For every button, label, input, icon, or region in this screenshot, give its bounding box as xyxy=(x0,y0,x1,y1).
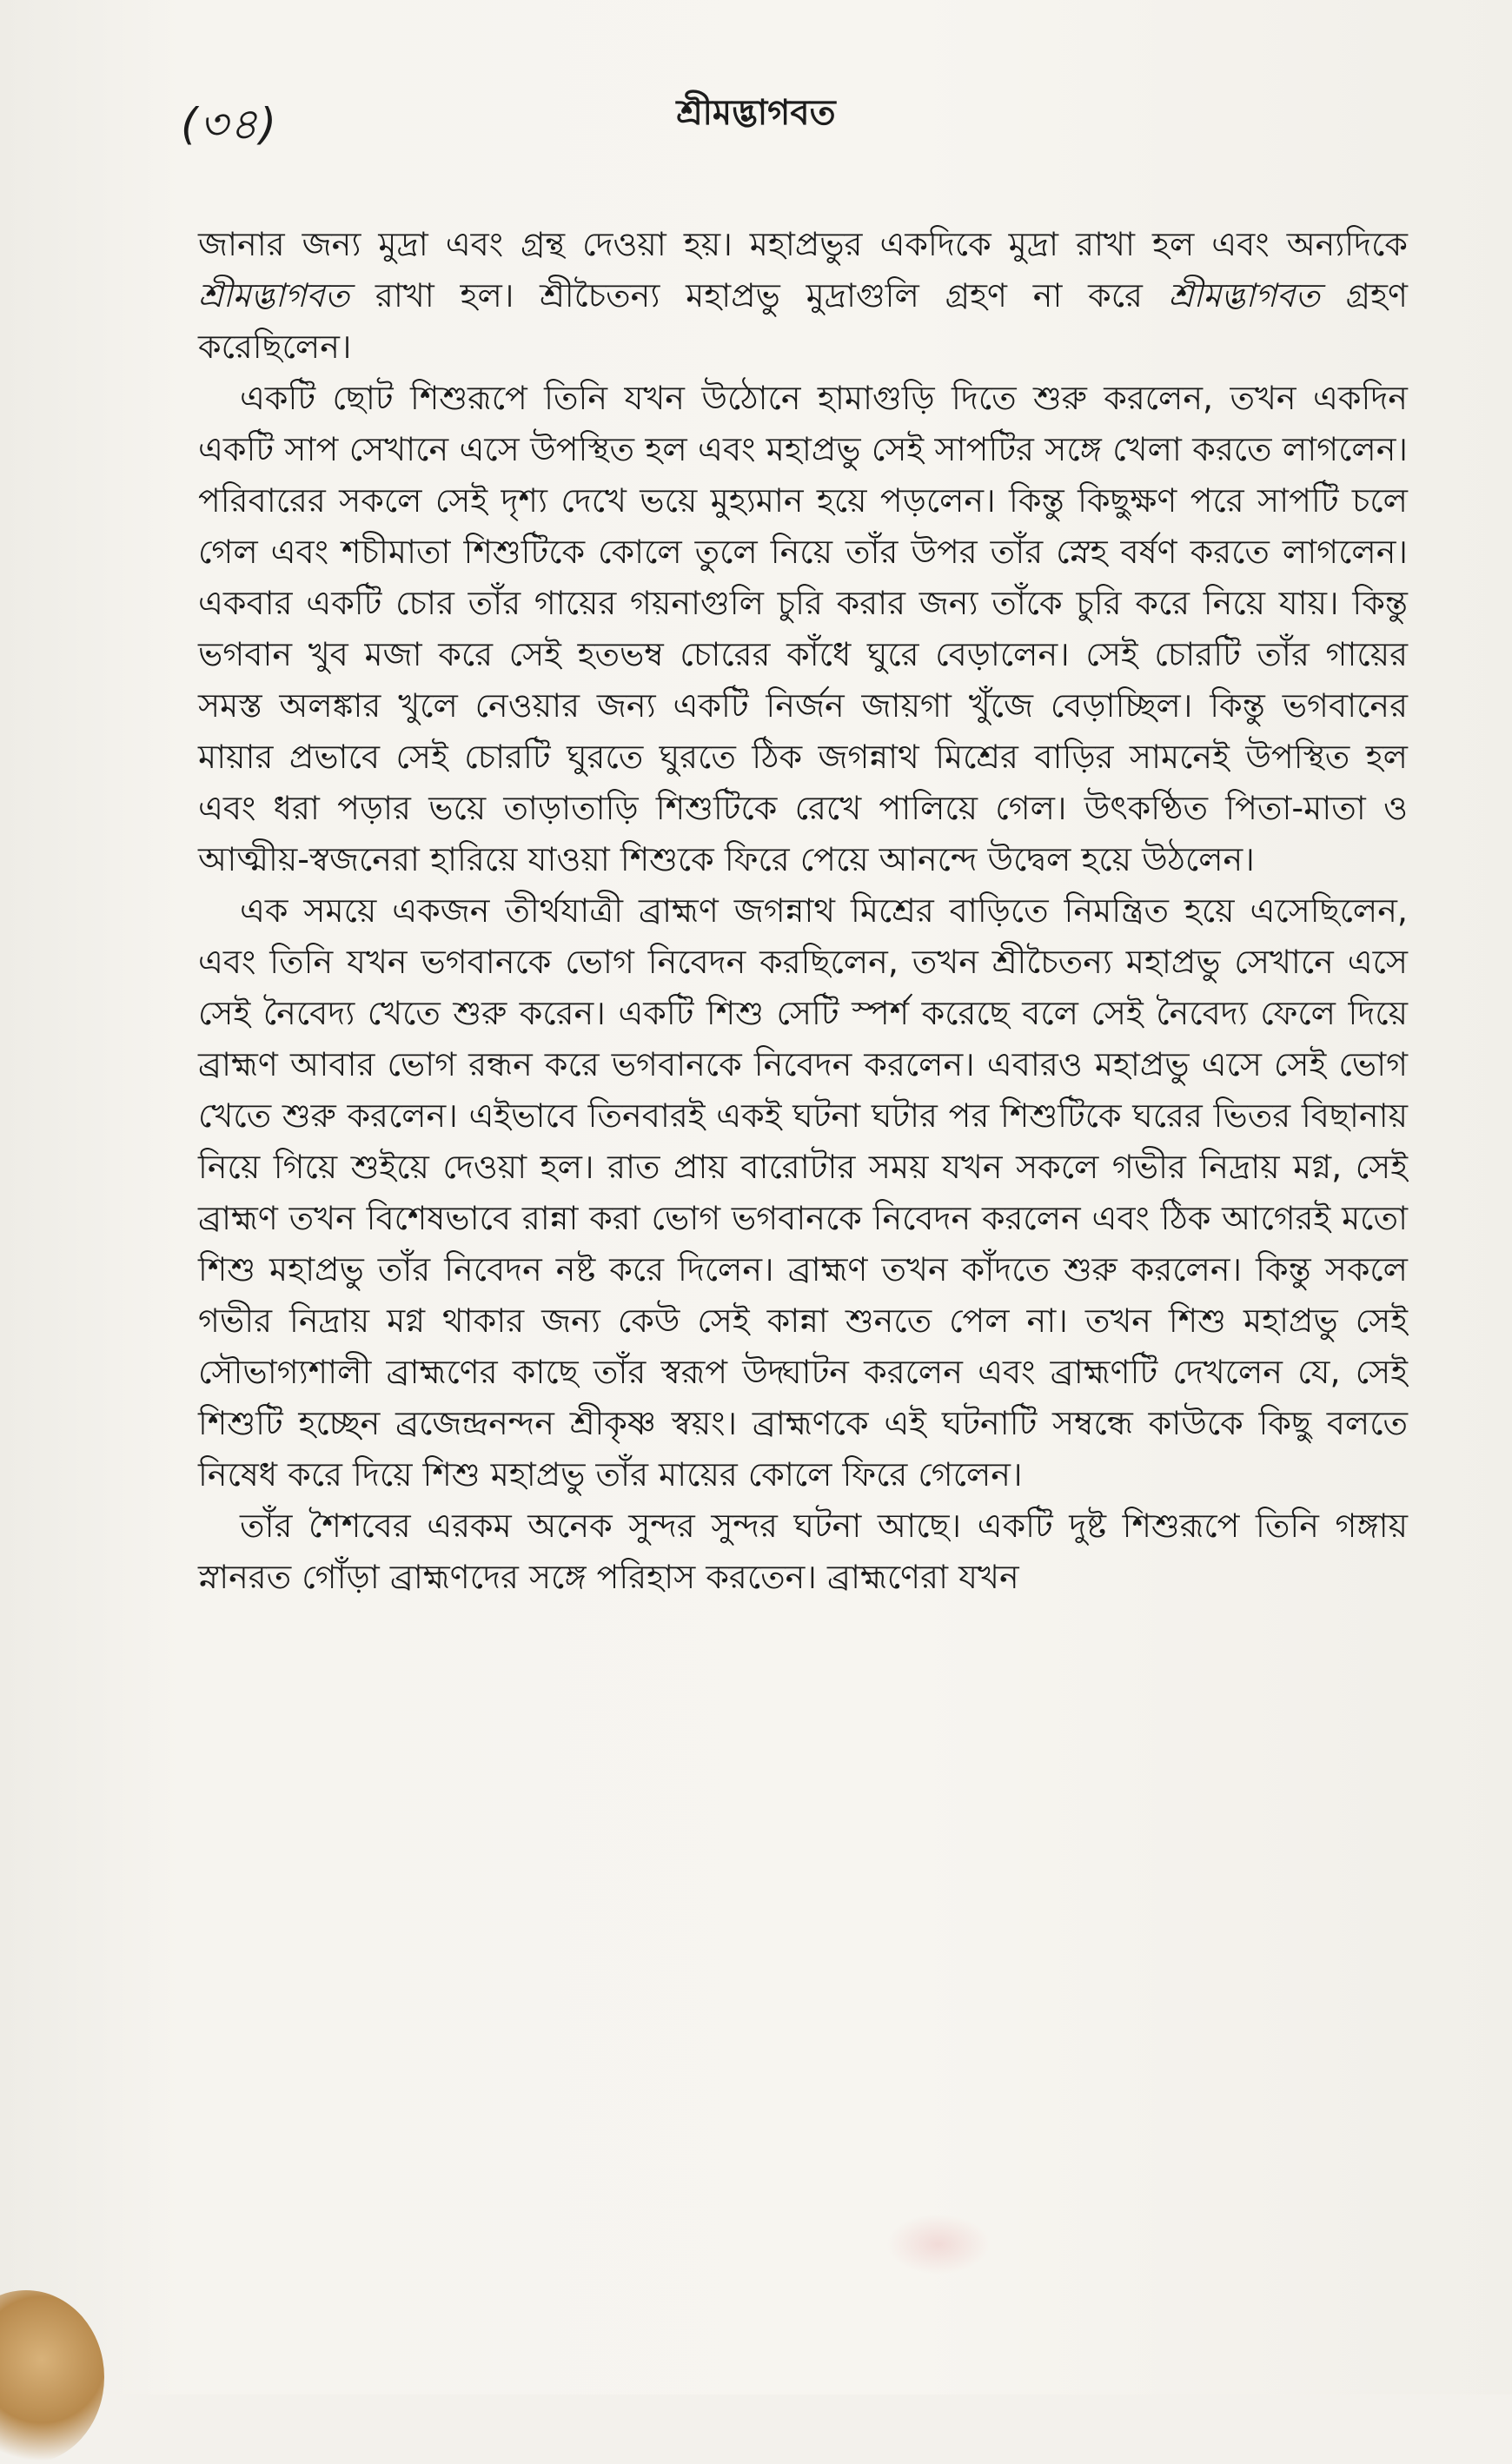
corner-stain xyxy=(0,2290,104,2464)
page-stain xyxy=(886,2214,991,2275)
paragraph-1-part-1: জানার জন্য মুদ্রা এবং গ্রন্থ দেওয়া হয়। মহাপ্রভুর একদিকে মুদ্রা রাখা হল এবং অন্যদিকে xyxy=(198,225,1408,263)
book-title-italic: শ্রীমদ্ভাগবত xyxy=(1168,276,1320,315)
paragraph-3: এক সময়ে একজন তীর্থযাত্রী ব্রাহ্মণ জগন্নাথ মিশ্রের বাড়িতে নিমন্ত্রিত হয়ে এসেছিলেন, এবং তিনি যখন ভগবানকে ভোগ নিবেদন করছিলেন, তখন শ্রীচৈতন্য মহাপ্রভু সেখানে এসে সেই নৈবেদ্য খেতে শুরু করেন। একটি শিশু সেটি স্পর্শ করেছে বলে সেই নৈবেদ্য ফেলে দিয়ে ব্রাহ্মণ আবার ভোগ রন্ধন করে ভগবানকে নিবেদন করলেন। এবারও মহাপ্রভু এসে সেই ভোগ খেতে শুরু করলেন। এইভাবে তিনবারই একই ঘটনা ঘটার পর শিশুটিকে ঘরের ভিতর বিছানায় নিয়ে গিয়ে শুইয়ে দেওয়া হল। রাত প্রায় বারোটার সময় যখন সকলে গভীর নিদ্রায় মগ্ন, সেই ব্রাহ্মণ তখন বিশেষভাবে রান্না করা ভোগ ভগবানকে নিবেদন করলেন এবং ঠিক আগেরই মতো শিশু মহাপ্রভু তাঁর নিবেদন নষ্ট করে দিলেন। ব্রাহ্মণ তখন কাঁদতে শুরু করলেন। কিন্তু সকলে গভীর নিদ্রায় মগ্ন থাকার জন্য কেউ সেই কান্না শুনতে পেল না। তখন শিশু মহাপ্রভু সেই সৌভাগ্যশালী ব্রাহ্মণের কাছে তাঁর স্বরূপ উদ্ঘাটন করলেন এবং ব্রাহ্মণটি দেখলেন যে, সেই শিশুটি হচ্ছেন ব্রজেন্দ্রনন্দন শ্রীকৃষ্ণ স্বয়ং। ব্রাহ্মণকে এই ঘটনাটি সম্বন্ধে কাউকে কিছু বলতে নিষেধ করে দিয়ে শিশু মহাপ্রভু তাঁর মায়ের কোলে ফিরে গেলেন। xyxy=(198,891,1408,1494)
paragraph-4: তাঁর শৈশবের এরকম অনেক সুন্দর সুন্দর ঘটনা আছে। একটি দুষ্ট শিশুরূপে তিনি গঙ্গায় স্নানরত গোঁড়া ব্রাহ্মণদের সঙ্গে পরিহাস করতেন। ব্রাহ্মণেরা যখন xyxy=(198,1507,1408,1596)
body-text xyxy=(198,219,1408,1603)
paragraph-1-part-5: গ্রহণ করেছিলেন। xyxy=(198,276,1408,366)
page-number: (৩৪) xyxy=(181,99,278,149)
running-title: শ্রীমদ্ভাগবত xyxy=(676,93,836,133)
paragraph-2: একটি ছোট শিশুরূপে তিনি যখন উঠোনে হামাগুড়ি দিতে শুরু করলেন, তখন একদিন একটি সাপ সেখানে এসে উপস্থিত হল এবং মহাপ্রভু সেই সাপটির সঙ্গে খেলা করতে লাগলেন। পরিবারের সকলে সেই দৃশ্য দেখে ভয়ে মুহ্যমান হয়ে পড়লেন। কিন্তু কিছুক্ষণ পরে সাপটি চলে গেল এবং শচীমাতা শিশুটিকে কোলে তুলে নিয়ে তাঁর উপর তাঁর স্নেহ বর্ষণ করতে লাগলেন। একবার একটি চোর তাঁর গায়ের গয়নাগুলি চুরি করার জন্য তাঁকে চুরি করে নিয়ে যায়। কিন্তু ভগবান খুব মজা করে সেই হতভম্ব চোরের কাঁধে ঘুরে বেড়ালেন। সেই চোরটি তাঁর গায়ের সমস্ত অলঙ্কার খুলে নেওয়ার জন্য একটি নির্জন জায়গা খুঁজে বেড়াচ্ছিল। কিন্তু ভগবানের মায়ার প্রভাবে সেই চোরটি ঘুরতে ঘুরতে ঠিক জগন্নাথ মিশ্রের বাড়ির সামনেই উপস্থিত হল এবং ধরা পড়ার ভয়ে তাড়াতাড়ি শিশুটিকে রেখে পালিয়ে গেল। উৎকণ্ঠিত পিতা-মাতা ও আত্মীয়-স্বজনেরা হারিয়ে যাওয়া শিশুকে ফিরে পেয়ে আনন্দে উদ্বেল হয়ে উঠলেন। xyxy=(198,379,1408,878)
paragraph-1 xyxy=(198,219,1408,373)
book-title-italic: শ্রীমদ্ভাগবত xyxy=(198,276,350,315)
paragraph-1-part-3: রাখা হল। শ্রীচৈতন্য মহাপ্রভু মুদ্রাগুলি গ্রহণ না করে xyxy=(349,276,1169,315)
